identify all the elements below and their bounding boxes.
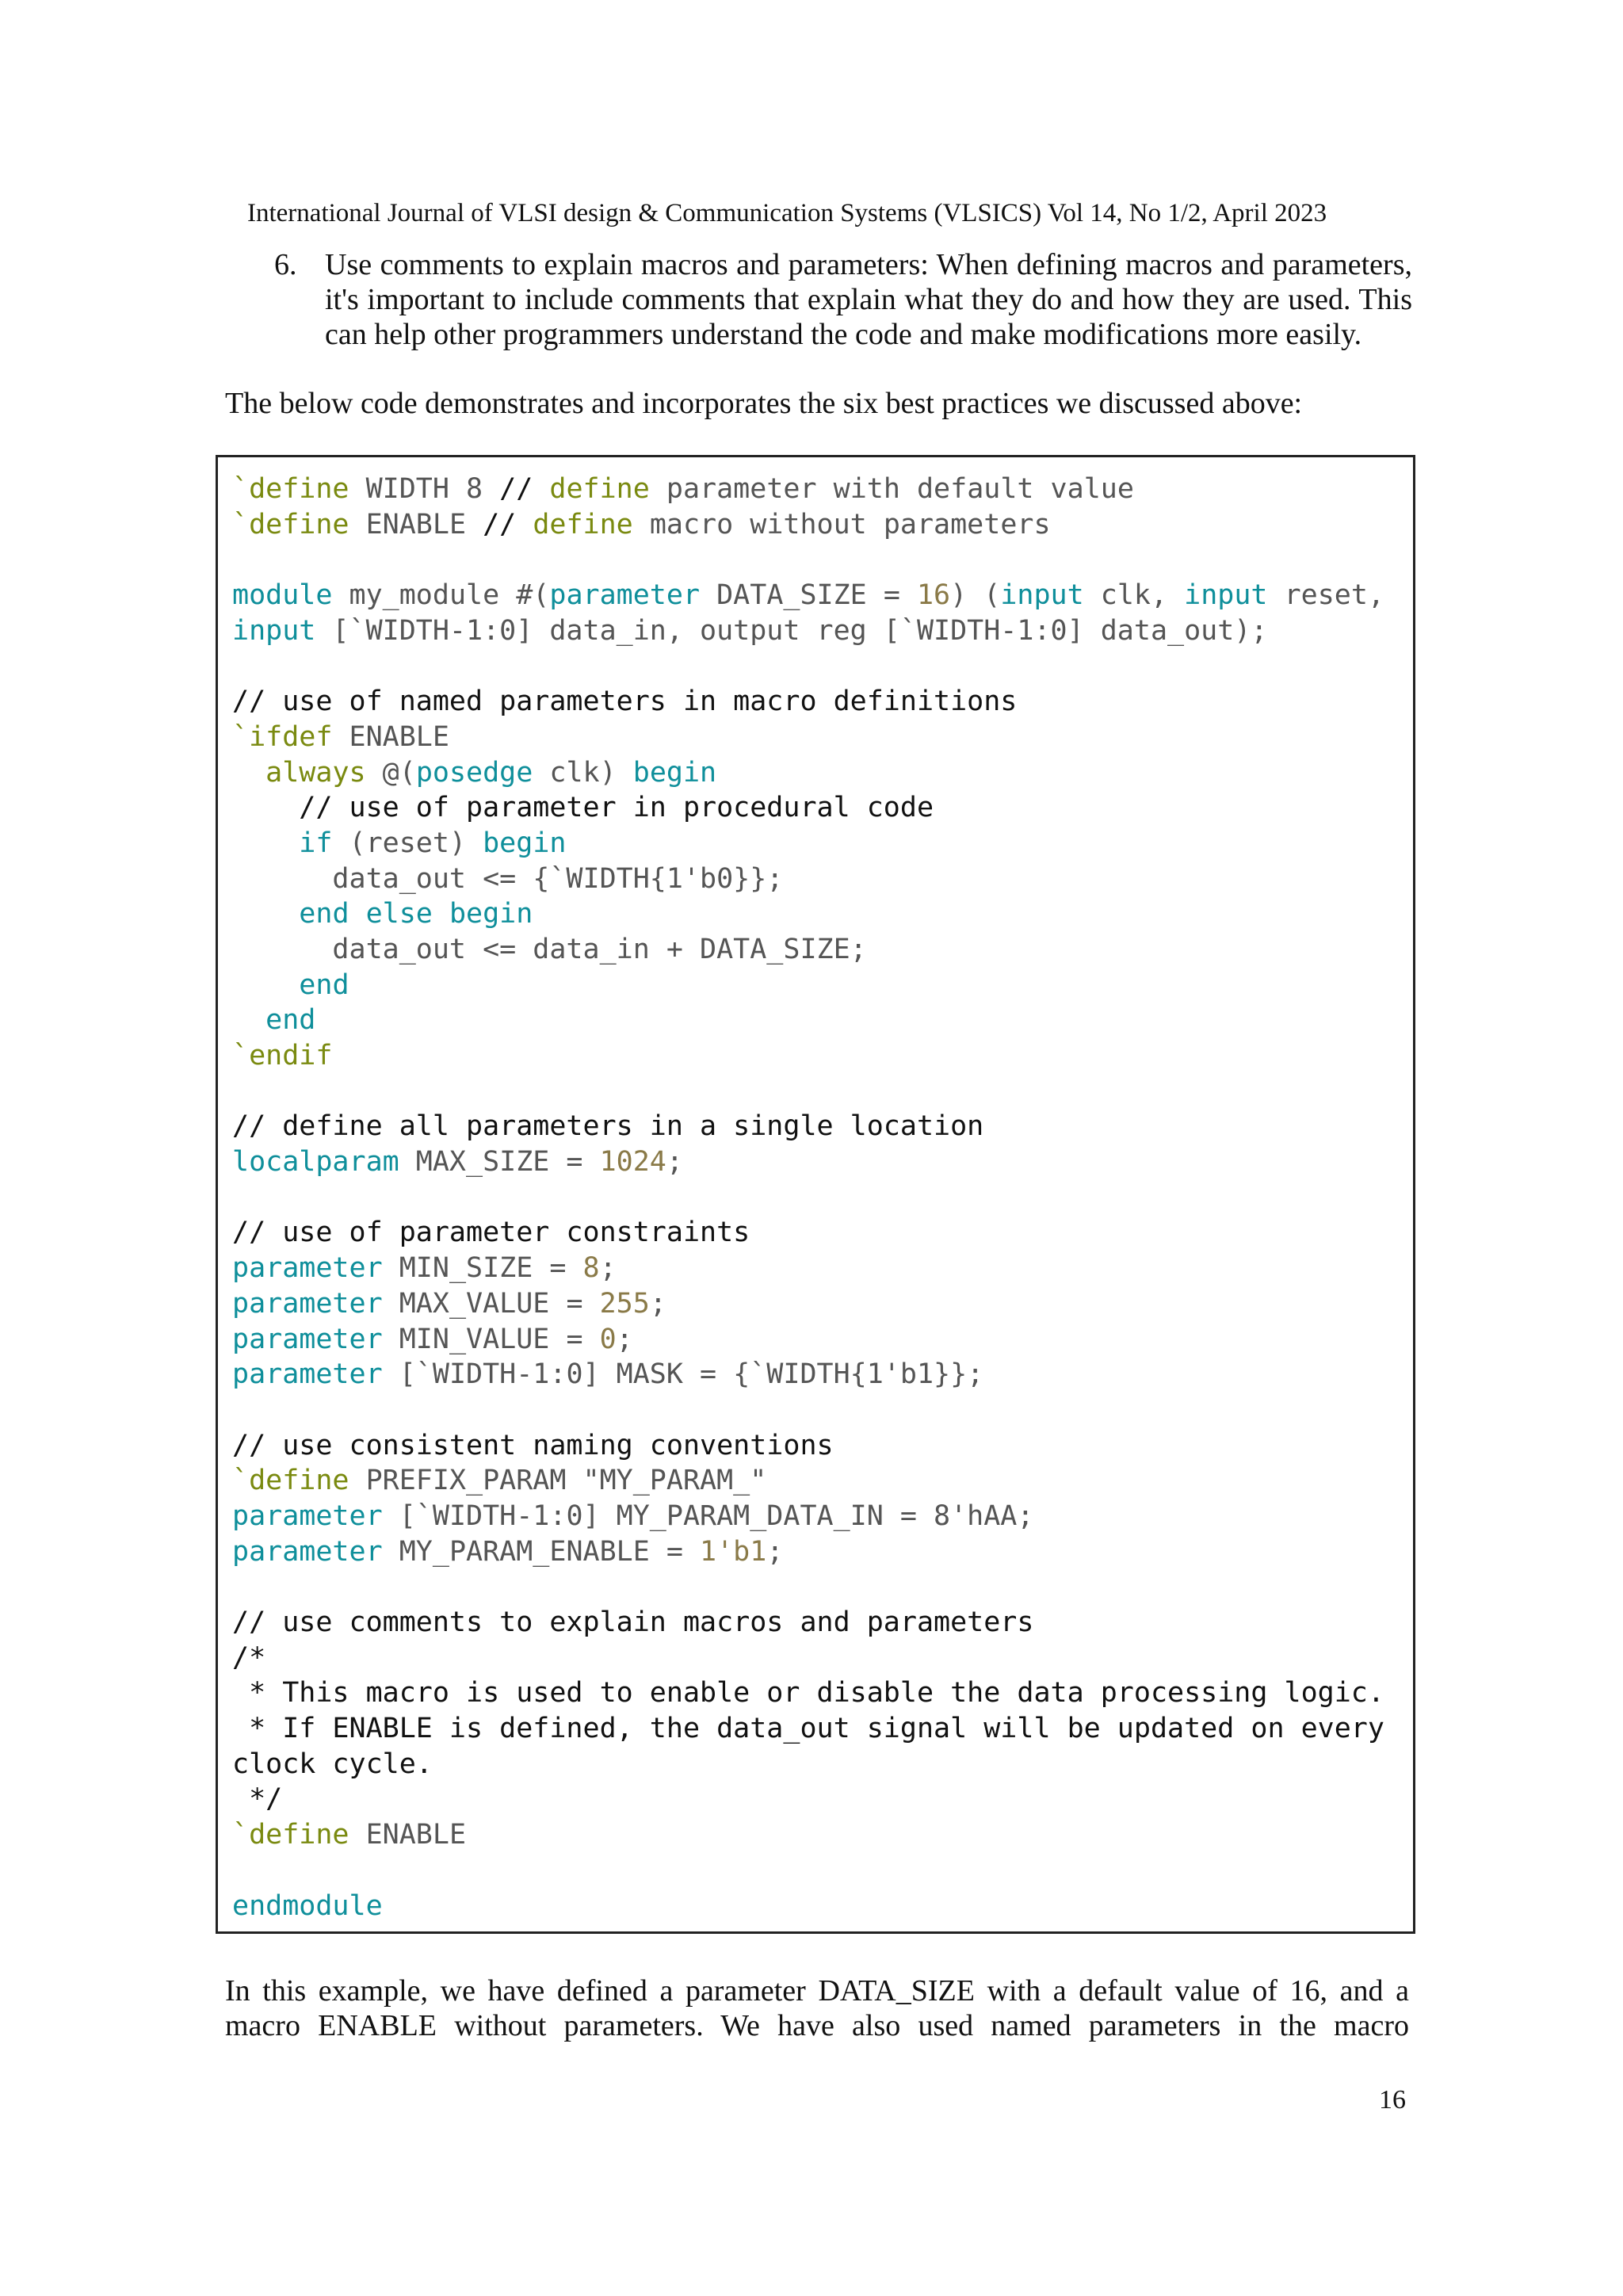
code-line bbox=[232, 826, 1405, 861]
directive-token: `define bbox=[232, 473, 349, 505]
code-token: ; bbox=[616, 1323, 633, 1355]
keyword-token: end bbox=[299, 968, 349, 1001]
code-token bbox=[232, 757, 265, 789]
code-token: ; bbox=[666, 1146, 683, 1179]
code-line bbox=[232, 1463, 1405, 1499]
code-token bbox=[232, 1004, 265, 1036]
number-token: 1'b1 bbox=[700, 1535, 767, 1568]
list-item-text: Use comments to explain macros and parameters: When defining macros and parameters, it's important to include comments that explain what they do and how they are used. This can help other programmers understand the code and make modifications more easily. bbox=[325, 248, 1412, 351]
code-line bbox=[232, 1251, 1405, 1286]
keyword-token: parameter bbox=[232, 1323, 383, 1355]
number-token: 255 bbox=[599, 1287, 650, 1320]
code-line bbox=[232, 1675, 1405, 1711]
code-line bbox=[232, 1074, 1405, 1110]
code-line bbox=[232, 1357, 1405, 1392]
code-line bbox=[232, 755, 1405, 791]
code-token: MIN_SIZE = bbox=[382, 1252, 583, 1285]
page-number: 16 bbox=[1379, 2085, 1406, 2115]
code-token: [`WIDTH-1:0] MY_PARAM_DATA_IN = 8'hAA; bbox=[382, 1499, 1034, 1532]
code-token: ; bbox=[766, 1535, 784, 1568]
directive-token: `define bbox=[232, 1819, 349, 1851]
keyword-token: parameter bbox=[232, 1287, 383, 1320]
comment-token: // bbox=[483, 508, 533, 541]
explanation-paragraph bbox=[225, 1973, 1409, 2043]
code-line bbox=[232, 1711, 1405, 1747]
code-token: MIN_VALUE = bbox=[382, 1323, 600, 1355]
code-token: MAX_SIZE = bbox=[399, 1146, 600, 1179]
comment-token: */ bbox=[232, 1783, 283, 1816]
code-line bbox=[232, 1534, 1405, 1570]
code-token: data_out <= data_in + DATA_SIZE; bbox=[232, 933, 867, 965]
code-token: @( bbox=[365, 756, 416, 789]
code-line bbox=[232, 542, 1405, 578]
code-line bbox=[232, 1569, 1405, 1605]
code-token: MAX_VALUE = bbox=[382, 1287, 600, 1320]
code-token: ) ( bbox=[950, 579, 1001, 612]
code-line bbox=[232, 1180, 1405, 1216]
code-line bbox=[232, 1144, 1405, 1180]
code-line bbox=[232, 932, 1405, 968]
code-lines bbox=[232, 472, 1405, 1924]
directive-token: `endif bbox=[232, 1040, 333, 1072]
keyword-token: parameter bbox=[232, 1252, 383, 1285]
code-token: [`WIDTH-1:0] MASK = {`WIDTH{1'b1}}; bbox=[382, 1358, 984, 1391]
comment-token: * This macro is used to enable or disable the data processing logic. bbox=[232, 1677, 1384, 1710]
comment-token: * If ENABLE is defined, the data_out signal will be updated on every bbox=[232, 1713, 1384, 1745]
comment-token: // use comments to explain macros and parameters bbox=[232, 1606, 1034, 1638]
code-line bbox=[232, 1286, 1405, 1322]
code-line bbox=[232, 613, 1405, 649]
keyword-token: module bbox=[232, 579, 333, 612]
directive-token: `define bbox=[232, 1465, 349, 1497]
keyword-token: input bbox=[1184, 579, 1268, 612]
keyword-token: input bbox=[1000, 579, 1084, 612]
code-line bbox=[232, 861, 1405, 897]
keyword-token: endmodule bbox=[232, 1889, 383, 1922]
keyword-token: localparam bbox=[232, 1146, 399, 1179]
code-token: ; bbox=[599, 1252, 617, 1285]
comment-token: /* bbox=[232, 1641, 266, 1674]
directive-token: `ifdef bbox=[232, 720, 333, 753]
code-line bbox=[232, 896, 1405, 932]
comment-token: // use of parameter constraints bbox=[232, 1217, 750, 1249]
comment-token: // use of parameter in procedural code bbox=[232, 792, 934, 824]
code-token: MY_PARAM_ENABLE = bbox=[382, 1535, 701, 1568]
code-token: WIDTH 8 bbox=[349, 473, 500, 505]
code-listing bbox=[216, 455, 1415, 1934]
code-token: ENABLE bbox=[349, 1819, 467, 1851]
running-header: International Journal of VLSI design & Communication Systems (VLSICS) Vol 14, No 1/2, April 2023 bbox=[247, 199, 1327, 227]
code-token: data_out <= {`WIDTH{1'b0}}; bbox=[232, 862, 784, 895]
code-line bbox=[232, 578, 1405, 613]
code-token: macro without parameters bbox=[632, 508, 1051, 541]
keyword-token: end else begin bbox=[299, 898, 533, 930]
directive-token: `define bbox=[232, 508, 349, 541]
comment-token: // use of named parameters in macro definitions bbox=[232, 686, 1018, 718]
code-token bbox=[232, 969, 299, 1001]
code-line bbox=[232, 1747, 1405, 1782]
comment-token: clock cycle. bbox=[232, 1748, 433, 1780]
keyword-token: parameter bbox=[232, 1499, 383, 1532]
directive-token: define bbox=[549, 473, 650, 505]
keyword-token: if bbox=[299, 827, 333, 859]
number-token: 16 bbox=[916, 579, 951, 612]
code-line bbox=[232, 1109, 1405, 1144]
code-line bbox=[232, 684, 1405, 720]
number-token: 8 bbox=[582, 1252, 600, 1285]
code-token bbox=[232, 898, 299, 930]
number-token: 1024 bbox=[599, 1146, 666, 1179]
code-line bbox=[232, 790, 1405, 826]
code-line bbox=[232, 720, 1405, 755]
list-item-number: 6. bbox=[274, 248, 297, 281]
comment-token: // bbox=[499, 473, 550, 505]
code-line bbox=[232, 472, 1405, 507]
keyword-token: begin bbox=[632, 756, 717, 789]
intro-paragraph: The below code demonstrates and incorporates the six best practices we discussed above: bbox=[225, 387, 1303, 420]
code-line bbox=[232, 1003, 1405, 1038]
code-line bbox=[232, 507, 1405, 543]
code-line bbox=[232, 1038, 1405, 1074]
keyword-token: parameter bbox=[549, 579, 701, 612]
code-line bbox=[232, 1782, 1405, 1817]
code-token: parameter with default value bbox=[649, 473, 1134, 505]
code-token: ; bbox=[649, 1287, 666, 1320]
code-line bbox=[232, 1853, 1405, 1889]
code-line bbox=[232, 1499, 1405, 1534]
comment-token: // define all parameters in a single location bbox=[232, 1110, 984, 1143]
keyword-token: begin bbox=[483, 827, 567, 859]
directive-token: always bbox=[265, 756, 366, 789]
keyword-token: posedge bbox=[415, 756, 533, 789]
code-token: PREFIX_PARAM "MY_PARAM_" bbox=[349, 1465, 767, 1497]
keyword-token: parameter bbox=[232, 1358, 383, 1391]
code-token: [`WIDTH-1:0] data_in, output reg [`WIDTH-1:0] data_out); bbox=[315, 614, 1268, 647]
code-line bbox=[232, 1605, 1405, 1641]
code-token: clk) bbox=[533, 756, 633, 789]
code-token: DATA_SIZE = bbox=[700, 579, 917, 612]
code-line bbox=[232, 1428, 1405, 1464]
directive-token: define bbox=[533, 508, 633, 541]
code-line bbox=[232, 1322, 1405, 1358]
code-token: (reset) bbox=[332, 827, 483, 859]
code-line bbox=[232, 968, 1405, 1003]
code-line bbox=[232, 1641, 1405, 1676]
code-token: reset, bbox=[1267, 579, 1385, 612]
code-line bbox=[232, 1817, 1405, 1853]
code-line bbox=[232, 648, 1405, 684]
number-token: 0 bbox=[599, 1323, 617, 1355]
code-token bbox=[232, 827, 299, 859]
code-line bbox=[232, 1392, 1405, 1428]
code-token: my_module #( bbox=[332, 579, 550, 612]
code-token: ENABLE bbox=[349, 508, 483, 541]
explanation-line: macro ENABLE without parameters. We have also used named parameters in the macro bbox=[225, 2009, 1409, 2042]
code-token: ENABLE bbox=[332, 720, 449, 753]
explanation-line: In this example, we have defined a parameter DATA_SIZE with a default value of 16, and a bbox=[225, 1974, 1409, 2008]
code-line bbox=[232, 1215, 1405, 1251]
comment-token: // use consistent naming conventions bbox=[232, 1429, 834, 1461]
code-line bbox=[232, 1889, 1405, 1924]
keyword-token: parameter bbox=[232, 1535, 383, 1568]
keyword-token: end bbox=[265, 1004, 316, 1037]
code-token: clk, bbox=[1083, 579, 1185, 612]
keyword-token: input bbox=[232, 614, 316, 647]
